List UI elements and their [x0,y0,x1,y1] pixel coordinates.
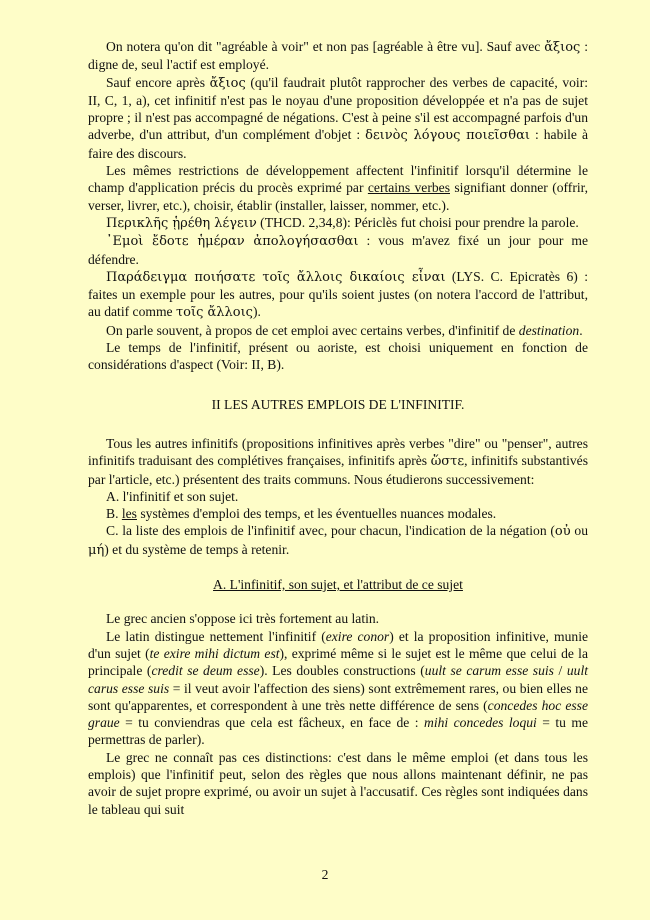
greek-phrase: Περικλῆς ᾑρέθη λέγειν [106,215,257,231]
list-item-b: B. les systèmes d'emploi des temps, et les éventuelles nuances modales. [106,506,497,522]
paragraph-destination: On parle souvent, à propos de cet emploi avec certains verbes, d'infinitif de destination. [106,322,583,338]
paragraph-autres-infinitifs: Tous les autres infinitifs (propositions infinitives après verbes "dire" ou "penser", autres infinitifs traduisant des complétives françaises, infinitifs après ὥστε, infinitifs substantivés par l'article, etc.) présentent des traits communs. Nous étudierons successivement: [88,435,588,487]
subsection-heading: A. L'infinitif, son sujet, et l'attribut de ce sujet [213,577,463,593]
paragraph-grec-distinctions: Le grec ne connaît pas ces distinctions: c'est dans le même emploi (et dans tous les emplois) que l'infinitif peut, selon des règles que nous allons maintenant définir, ne pas avoir de sujet propre exprimé, ou avoir un sujet à l'accusatif. Ces règles sont indiquées dans le tableau qui suit [88,749,588,817]
paragraph-restrictions: Les mêmes restrictions de développement affectent l'infinitif lorsqu'il détermine le champ d'application précis du procès exprimé par certains verbes signifiant donner (offrir, verser, livrer, etc.), choisir, établir (installer, laisser, nommer, etc.). [88,163,589,213]
underlined-text: les [121,506,137,522]
list-item-c: C. la liste des emplois de l'infinitif avec, pour chacun, l'indication de la négation (οὐ ou μή) et du système de temps à retenir. [88,523,588,558]
greek-phrase: δεινὸς λόγους ποιεῖσθαι [365,128,530,144]
paragraph-axios: Sauf encore après ἄξιος (qu'il faudrait plutôt rapprocher des verbes de capacité, voir: II, C, 1, a), cet infinitif n'est pas le noyau d'une proposition développée et n'a pas de sujet propre ; il n'est pas accompagné de négations. C'est à peine s'il est accompagné parfois d'un adverbe, d'un attribut, d'un complément d'objet : δεινὸς λόγους ποιεῖσθαι : habile à faire des discours. [88,74,588,161]
greek-word: μή [88,542,105,558]
greek-phrase: Παράδειγμα ποιήσατε τοῖς ἄλλοις δικαίοις εἶναι [106,269,446,285]
paragraph-agreable: On notera qu'on dit "agréable à voir" et non pas [agréable à être vu]. Sauf avec ἄξιος : digne de, seul l'actif est employé. [88,39,588,73]
list-item-a: A. l'infinitif et son sujet. [106,488,239,504]
paragraph-latin: Le latin distingue nettement l'infinitif (exire conor) et la proposition infinitive, munie d'un sujet (te exire mihi dictum est), exprimé même si le sujet est le même que celui de la principale (credit se deum esse). Les doubles constructions (uult se carum esse suis / uult carus esse suis = il veut avoir l'affection des siens) sont extrêmement rares, ou bien elles ne sont qu'apparentes, et correspondent à une très nette différence de sens (concedes hoc esse graue = tu conviendras que cela est fâcheux, en face de : mihi concedes loqui = tu me permettras de parler). [88,628,589,748]
section-heading: II LES AUTRES EMPLOIS DE L'INFINITIF. [211,396,465,412]
example-pericles: Περικλῆς ᾑρέθη λέγειν (THCD. 2,34,8): Périclès fut choisi pour prendre la parole. [106,214,579,231]
greek-word: ὥστε [430,454,465,470]
greek-phrase: τοῖς ἄλλοις [175,305,253,321]
example-paradeigma: Παράδειγμα ποιήσατε τοῖς ἄλλοις δικαίοις εἶναι (LYS. C. Epicratès 6) : faites un exemple pour les autres, pour qu'ils soient justes (on notera l'accord de l'attribut, au datif comme τοῖς ἄλλοις). [88,268,588,321]
paragraph-grec-latin: Le grec ancien s'oppose ici très fortement au latin. [106,611,380,627]
paragraph-aspect: Le temps de l'infinitif, présent ou aoriste, est choisi uniquement en fonction de considérations d'aspect (Voir: II, B). [88,340,588,373]
page-number: 2 [321,867,329,882]
greek-word: οὐ [554,524,571,540]
example-emoi: ᾿Εμοὶ ἔδοτε ἡμέραν ἀπολογήσασθαι : vous m'avez fixé un jour pour me défendre. [88,233,588,267]
italic-term: destination [518,322,580,338]
greek-word: ἄξιος [544,40,581,55]
underlined-text: certains verbes [367,180,450,196]
greek-word: ἄξιος [209,75,246,91]
greek-phrase: ᾿Εμοὶ ἔδοτε ἡμέραν ἀπολογήσασθαι [106,234,359,250]
